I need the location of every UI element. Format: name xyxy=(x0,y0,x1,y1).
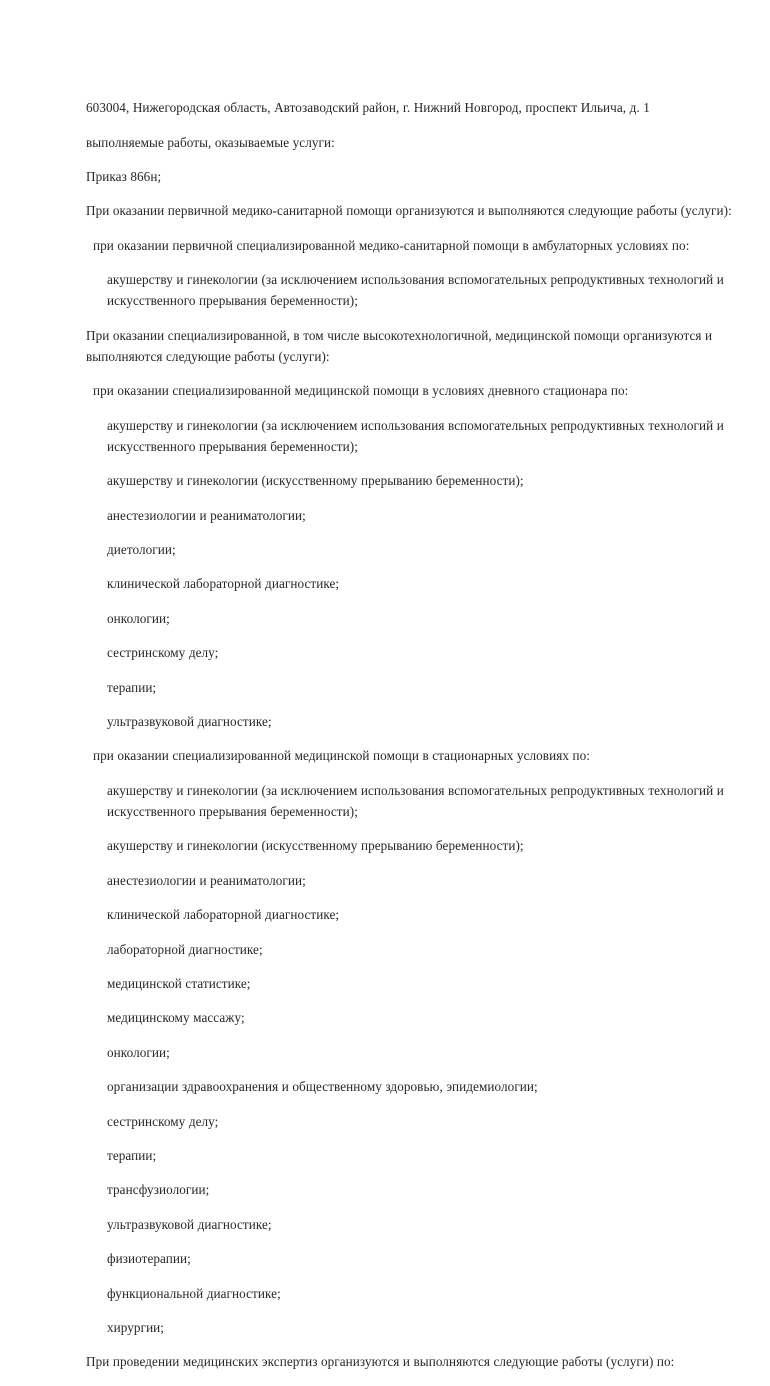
document-line-item: физиотерапии; xyxy=(107,1251,191,1267)
document-line-section-heading: выполняемые работы, оказываемые услуги: xyxy=(86,134,335,150)
document-line-item: терапии; xyxy=(107,1147,157,1163)
document-line-item: ультразвуковой диагностике; xyxy=(107,714,272,730)
document-line-item: акушерству и гинекологии (за исключением использования вспомогательных репродуктивных технологий и искусственного прерывания беременности); xyxy=(107,417,728,454)
document-line-item: акушерству и гинекологии (искусственному прерыванию беременности); xyxy=(107,473,524,489)
document-line-order-reference: Приказ 866н; xyxy=(86,168,162,184)
document-line-item: лабораторной диагностике; xyxy=(107,941,263,957)
document-line-item: диетологии; xyxy=(107,542,176,558)
document-line-item: сестринскому делу; xyxy=(107,645,219,661)
document-line-item: анестезиологии и реаниматологии; xyxy=(107,507,306,523)
document-line-item: онкологии; xyxy=(107,1044,170,1060)
document-line-item: хирургии; xyxy=(107,1319,165,1335)
document-line-item: трансфузиологии; xyxy=(107,1182,210,1198)
document-line-item: функциональной диагностике; xyxy=(107,1285,281,1301)
document-line-item: сестринскому делу; xyxy=(107,1113,219,1129)
document-line-item: акушерству и гинекологии (за исключением использования вспомогательных репродуктивных технологий и искусственного прерывания беременности); xyxy=(107,782,728,820)
document-line-subheading: при оказании специализированной медицинской помощи в условиях дневного стационара по: xyxy=(93,383,629,399)
document-line-address: 603004, Нижегородская область, Автозаводский район, г. Нижний Новгород, проспект Ильича, д. 1 xyxy=(86,100,650,116)
document-line-heading: При оказании специализированной, в том числе высокотехнологичной, медицинской помощи организуются и выполняются следующие работы (услуги): xyxy=(86,327,716,364)
document-line-item: медицинскому массажу; xyxy=(107,1010,245,1026)
document-line-item: анестезиологии и реаниматологии; xyxy=(107,872,306,888)
document-line-subheading: при оказании специализированной медицинской помощи в стационарных условиях по: xyxy=(93,748,591,764)
document-line-item: онкологии; xyxy=(107,610,170,626)
document-line-heading: При оказании первичной медико-санитарной помощи организуются и выполняются следующие работы (услуги): xyxy=(86,203,732,219)
document-line-item: медицинской статистике; xyxy=(107,975,251,991)
document-line-heading: При проведении медицинских экспертиз организуются и выполняются следующие работы (услуги) по: xyxy=(86,1354,675,1370)
document-line-subheading: при оказании первичной специализированной медико-санитарной помощи в амбулаторных условиях по: xyxy=(93,237,690,253)
document-text-body xyxy=(86,84,738,1386)
document-line-item: клинической лабораторной диагностике; xyxy=(107,576,340,592)
document-line-item: организации здравоохранения и общественному здоровью, эпидемиологии; xyxy=(107,1079,538,1095)
document-line-item: акушерству и гинекологии (за исключением использования вспомогательных репродуктивных технологий и искусственного прерывания беременности); xyxy=(107,272,728,309)
document-line-item: акушерству и гинекологии (искусственному прерыванию беременности); xyxy=(107,838,524,854)
document-line-item: ультразвуковой диагностике; xyxy=(107,1216,272,1232)
document-line-item: клинической лабораторной диагностике; xyxy=(107,907,340,923)
document-line-item: терапии; xyxy=(107,679,157,695)
